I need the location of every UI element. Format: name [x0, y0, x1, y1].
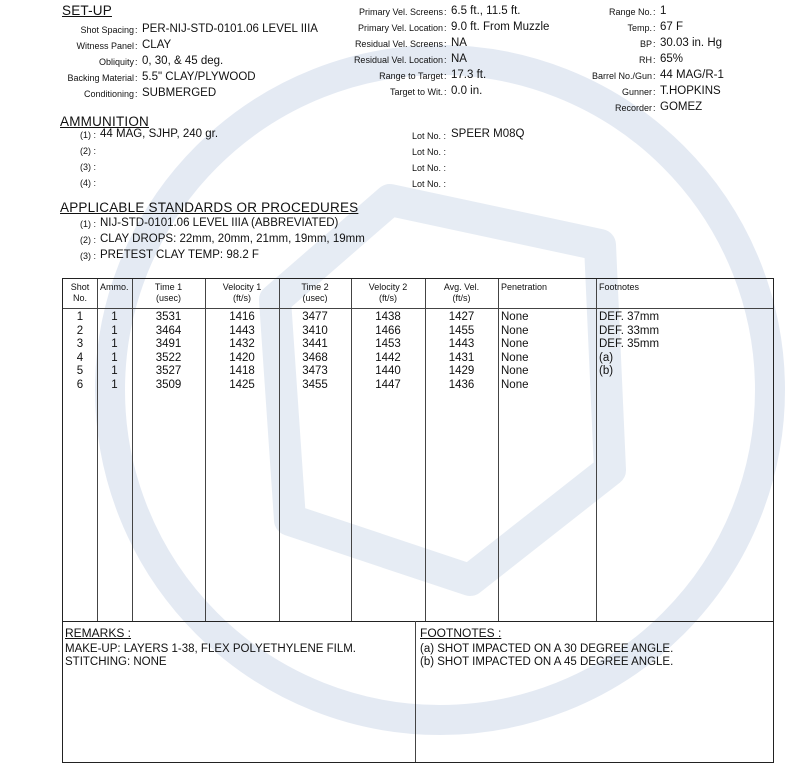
setup-right-colon-5: : [653, 71, 656, 81]
column-header-1-line2: No. [72, 293, 87, 303]
column-header-6-line1: Velocity 2 [368, 282, 408, 292]
setup-left-colon-1: : [135, 25, 138, 35]
table-cell-r3-c7: 1443 [448, 338, 475, 350]
table-cell-r4-c2: 1 [111, 351, 118, 364]
column-header-3-line1: Time 1 [154, 282, 183, 292]
remarks-line-2: STITCHING: NONE [65, 656, 167, 668]
column-header-4 [205, 282, 279, 304]
table-cell-r1-c4: 1416 [229, 311, 255, 323]
setup-mid-colon-1: : [444, 7, 447, 17]
setup-right-value-6: T.HOPKINS [660, 85, 721, 97]
table-cell-r1-c2: 1 [111, 311, 118, 323]
header-divider [63, 308, 773, 309]
table-cell-r6-c2: 1 [111, 378, 118, 391]
standard-num-3: (3) : [80, 251, 97, 261]
standard-text-3: PRETEST CLAY TEMP: 98.2 F [100, 249, 259, 261]
standard-num-2: (2) : [80, 235, 97, 245]
table-cell-r2-c7: 1455 [448, 324, 475, 337]
footnotes-title: FOOTNOTES : [420, 626, 502, 640]
setup-right-value-1: 1 [660, 5, 667, 17]
table-cell-r3-c2: 1 [111, 338, 118, 350]
setup-right-label-7: Recorder [614, 103, 652, 113]
table-cell-r2-c8: None [501, 324, 529, 337]
setup-mid-label-3: Residual Vel. Screens [354, 39, 443, 49]
table-cell-r3-c9: DEF. 35mm [599, 338, 660, 350]
setup-right-colon-1: : [653, 7, 656, 17]
table-cell-r5-c8: None [501, 365, 529, 377]
standard-num-1: (1) : [80, 219, 97, 229]
setup-right-colon-2: : [653, 23, 656, 33]
setup-left-label-5: Conditioning [83, 89, 134, 99]
setup-mid-value-4: NA [451, 53, 467, 65]
setup-right-value-3: 30.03 in. Hg [660, 37, 723, 49]
ammunition-heading: AMMUNITION [60, 114, 149, 129]
table-cell-r3-c1: 3 [76, 338, 84, 350]
table-cell-r3-c4: 1432 [229, 338, 255, 350]
setup-mid-label-5: Range to Target [379, 71, 443, 81]
setup-mid-label-2: Primary Vel. Location [357, 23, 443, 33]
column-header-3-line2: (usec) [155, 293, 181, 303]
table-bottom-divider [63, 621, 773, 622]
setup-heading: SET-UP [62, 3, 112, 18]
setup-left-colon-2: : [135, 41, 138, 51]
setup-right-label-2: Temp. [627, 23, 652, 33]
table-cell-r4-c1: 4 [76, 351, 84, 364]
column-header-8 [501, 282, 596, 293]
table-cell-r6-c8: None [501, 378, 529, 391]
column-header-4-line2: (ft/s) [233, 293, 251, 303]
table-cell-r1-c6: 1438 [375, 311, 401, 323]
setup-left-value-2: CLAY [142, 39, 172, 51]
setup-right-value-2: 67 F [660, 21, 684, 33]
setup-mid-label-1: Primary Vel. Screens [358, 7, 443, 17]
table-cell-r5-c2: 1 [111, 365, 118, 377]
ammo-num-3: (3) : [80, 162, 97, 172]
setup-left-value-3: 0, 30, & 45 deg. [142, 55, 224, 67]
table-cell-r6-c6: 1447 [375, 378, 401, 391]
table-cell-r6-c3: 3509 [155, 378, 182, 391]
setup-left-colon-5: : [135, 89, 138, 99]
setup-right-value-7: GOMEZ [660, 101, 703, 113]
column-header-7-line1: Avg. Vel. [443, 282, 480, 292]
column-divider-8 [596, 279, 597, 621]
column-header-6 [351, 282, 425, 304]
table-cell-r2-c6: 1466 [375, 324, 401, 337]
table-cell-r1-c1: 1 [76, 311, 84, 323]
setup-right-value-5: 44 MAG/R-1 [660, 69, 724, 81]
column-header-2-line1: Ammo. [100, 282, 129, 292]
ammo-num-4: (4) : [80, 178, 97, 188]
table-cell-r2-c1: 2 [76, 324, 84, 337]
table-cell-r6-c5: 3455 [302, 378, 328, 391]
table-cell-r5-c6: 1440 [375, 365, 401, 377]
table-cell-r5-c3: 3527 [155, 365, 182, 377]
table-cell-r4-c9: (a) [599, 351, 614, 364]
remarks-title: REMARKS : [65, 626, 132, 640]
table-cell-r5-c1: 5 [76, 365, 84, 377]
table-cell-r4-c5: 3468 [302, 351, 328, 364]
setup-right-colon-7: : [653, 103, 656, 113]
setup-right-colon-3: : [653, 39, 656, 49]
column-header-1-line1: Shot [70, 282, 90, 292]
table-cell-r2-c3: 3464 [155, 324, 182, 337]
table-cell-r3-c5: 3441 [302, 338, 328, 350]
shot-data-table [62, 278, 774, 763]
column-header-1 [63, 282, 97, 304]
setup-left-label-2: Witness Panel [76, 41, 134, 51]
setup-right-value-4: 65% [660, 53, 684, 65]
table-cell-r2-c5: 3410 [302, 324, 328, 337]
ammo-lot-label-1: Lot No. : [412, 131, 447, 141]
table-cell-r5-c9: (b) [599, 365, 614, 377]
footnotes-line-1: (a) SHOT IMPACTED ON A 30 DEGREE ANGLE. [420, 643, 674, 655]
ammo-lot-1: SPEER M08Q [451, 128, 525, 140]
remarks-footnotes-divider [415, 621, 416, 762]
table-cell-r5-c4: 1418 [229, 365, 255, 377]
setup-left-colon-4: : [135, 73, 138, 83]
column-header-5 [279, 282, 351, 304]
table-cell-r4-c3: 3522 [155, 351, 182, 364]
setup-right-label-5: Barrel No./Gun [591, 71, 652, 81]
remarks-line-1: MAKE-UP: LAYERS 1-38, FLEX POLYETHYLENE FILM. [65, 643, 356, 655]
table-cell-r5-c5: 3473 [302, 365, 328, 377]
setup-right-label-6: Gunner [621, 87, 652, 97]
ammo-lot-label-2: Lot No. : [412, 147, 447, 157]
setup-mid-value-6: 0.0 in. [451, 85, 483, 97]
table-cell-r3-c3: 3491 [155, 338, 182, 350]
table-cell-r1-c9: DEF. 37mm [599, 311, 660, 323]
table-cell-r6-c1: 6 [76, 378, 84, 391]
setup-left-value-1: PER-NIJ-STD-0101.06 LEVEL IIIA [142, 23, 318, 35]
column-header-9-line1: Footnotes [599, 282, 640, 292]
column-header-4-line1: Velocity 1 [222, 282, 262, 292]
column-header-3 [132, 282, 205, 304]
setup-mid-value-5: 17.3 ft. [451, 69, 487, 81]
setup-right-label-1: Range No. [608, 7, 652, 17]
setup-mid-colon-6: : [444, 87, 447, 97]
setup-left-label-4: Backing Material [67, 73, 134, 83]
footnotes-line-2: (b) SHOT IMPACTED ON A 45 DEGREE ANGLE. [420, 656, 674, 668]
table-cell-r4-c7: 1431 [448, 351, 475, 364]
setup-right-colon-4: : [653, 55, 656, 65]
table-cell-r1-c3: 3531 [155, 311, 182, 323]
ammo-num-1: (1) : [80, 130, 97, 140]
column-divider-7 [498, 279, 499, 621]
table-cell-r2-c2: 1 [111, 324, 118, 337]
setup-left-label-3: Obliquity [98, 57, 134, 67]
setup-left-label-1: Shot Spacing [80, 25, 134, 35]
standards-heading: APPLICABLE STANDARDS OR PROCEDURES [60, 200, 359, 215]
setup-mid-colon-3: : [444, 39, 447, 49]
column-header-6-line2: (ft/s) [379, 293, 397, 303]
setup-mid-value-3: NA [451, 37, 467, 49]
table-cell-r4-c4: 1420 [229, 351, 255, 364]
setup-mid-value-1: 6.5 ft., 11.5 ft. [451, 5, 521, 17]
setup-mid-colon-2: : [444, 23, 447, 33]
column-header-7-line2: (ft/s) [452, 293, 471, 303]
table-cell-r1-c5: 3477 [302, 311, 328, 323]
setup-right-label-3: BP [639, 39, 652, 49]
table-cell-r2-c9: DEF. 33mm [599, 324, 660, 337]
table-cell-r4-c8: None [501, 351, 529, 364]
table-cell-r3-c8: None [501, 338, 529, 350]
setup-mid-colon-5: : [444, 71, 447, 81]
ammo-desc-1: 44 MAG, SJHP, 240 gr. [100, 128, 219, 140]
table-cell-r1-c8: None [501, 311, 529, 323]
column-header-2 [100, 282, 132, 293]
table-cell-r5-c7: 1429 [448, 365, 475, 377]
table-cell-r6-c7: 1436 [448, 378, 475, 391]
column-header-9 [599, 282, 773, 293]
column-header-5-line2: (usec) [302, 293, 328, 303]
setup-left-colon-3: : [135, 57, 138, 67]
setup-mid-label-4: Residual Vel. Location [353, 55, 443, 65]
setup-mid-label-6: Target to Wit. [389, 87, 443, 97]
ammo-num-2: (2) : [80, 146, 97, 156]
column-header-8-line1: Penetration [501, 282, 548, 292]
ammo-lot-label-3: Lot No. : [412, 163, 447, 173]
setup-mid-value-2: 9.0 ft. From Muzzle [451, 21, 550, 33]
table-cell-r4-c6: 1442 [375, 351, 401, 364]
table-cell-r1-c7: 1427 [448, 311, 475, 323]
column-header-5-line1: Time 2 [301, 282, 329, 292]
setup-mid-colon-4: : [444, 55, 447, 65]
standard-text-2: CLAY DROPS: 22mm, 20mm, 21mm, 19mm, 19mm [100, 233, 365, 245]
standard-text-1: NIJ-STD-0101.06 LEVEL IIIA (ABBREVIATED) [100, 217, 339, 229]
setup-right-colon-6: : [653, 87, 656, 97]
ammo-lot-label-4: Lot No. : [412, 179, 447, 189]
table-cell-r6-c4: 1425 [229, 378, 255, 391]
table-cell-r3-c6: 1453 [375, 338, 401, 350]
setup-left-value-5: SUBMERGED [142, 87, 217, 99]
setup-right-label-4: RH [639, 55, 652, 65]
column-header-7 [425, 282, 498, 304]
setup-left-value-4: 5.5" CLAY/PLYWOOD [142, 71, 256, 83]
table-cell-r2-c4: 1443 [229, 324, 255, 337]
